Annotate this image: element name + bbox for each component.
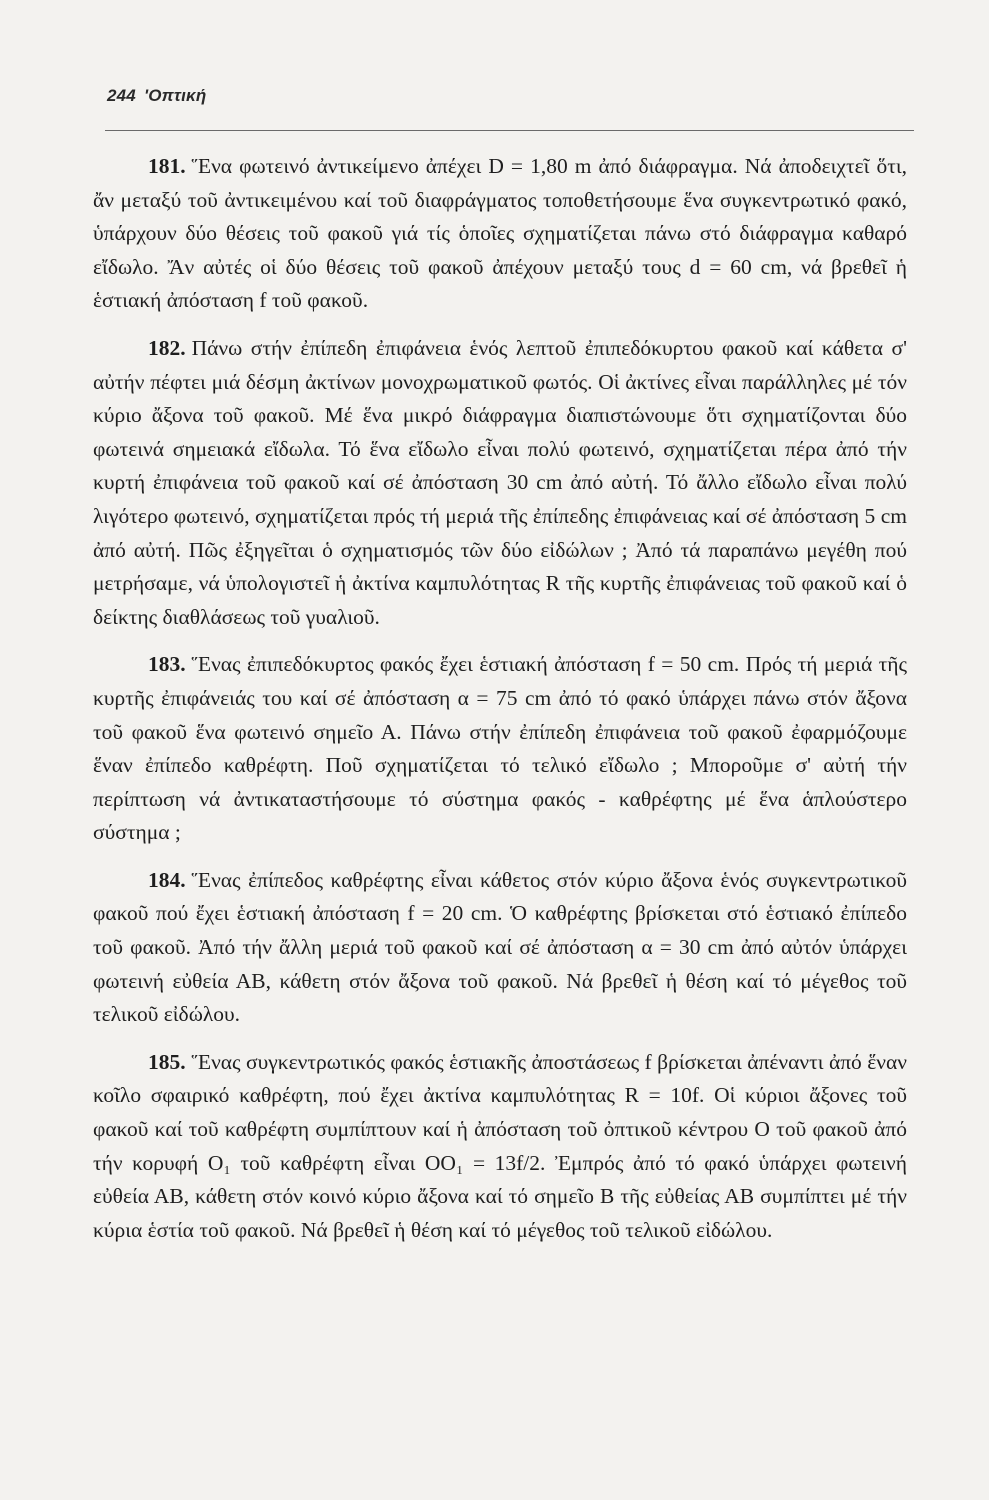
problem-number: 183. bbox=[148, 652, 186, 677]
section-title: 'Οπτική bbox=[143, 86, 207, 105]
problem-text: Ἕνα φωτεινό ἀντικείμενο ἀπέχει D = 1,80 m ἀπό διάφραγμα. Νά ἀποδειχτεῖ ὅτι, ἄν μεταξύ τοῦ ἀντικειμένου καί τοῦ διαφράγματος τοποθετήσουμε ἕνα συγκεντρωτικό φακό, ὑπάρχουν δύο θέσεις τοῦ φακοῦ γιά τίς ὁποῖες σχηματίζεται πάνω στό διάφραγμα καθαρό εἴδωλο. Ἄν αὐτές οἱ δύο θέσεις τοῦ φακοῦ ἀπέχουν μεταξύ τους d = 60 cm, νά βρεθεῖ ἡ ἑστιακή ἀπόσταση f τοῦ φακοῦ. bbox=[93, 154, 907, 313]
problem-text: Ἕνας συγκεντρωτικός φακός ἑστιακῆς ἀποστάσεως f βρίσκεται ἀπέναντι ἀπό ἕναν κοῖλο σφαιρικό καθρέφτη, πού ἔχει ἀκτίνα καμπυλότητας R = 10f. Οἱ κύριοι ἄξονες τοῦ φακοῦ καί τοῦ καθρέφτη συμπίπτουν καί ἡ ἀπόσταση τοῦ ὀπτικοῦ κέντρου Ο τοῦ φακοῦ ἀπό τήν κορυφή Ο₁ τοῦ καθρέφτη εἶναι ΟΟ₁ = 13f/2. Ἐμπρός ἀπό τό φακό ὑπάρχει φωτεινή εὐθεία ΑΒ, κάθετη στόν κοινό κύριο ἄξονα καί τό σημεῖο Β τῆς εὐθείας ΑΒ συμπίπτει μέ τήν κύρια ἑστία τοῦ φακοῦ. Νά βρεθεῖ ἡ θέση καί τό μέγεθος τοῦ τελικοῦ εἰδώλου. bbox=[93, 1049, 907, 1242]
problem-184 bbox=[93, 864, 907, 1032]
problem-number: 181. bbox=[148, 154, 186, 178]
problem-181 bbox=[93, 150, 907, 318]
running-header bbox=[107, 86, 206, 106]
problem-text: Ἕνας ἐπίπεδος καθρέφτης εἶναι κάθετος στόν κύριο ἄξονα ἑνός συγκεντρωτικοῦ φακοῦ πού ἔχει ἑστιακή ἀπόσταση f = 20 cm. Ὁ καθρέφτης βρίσκεται στό ἑστιακό ἐπίπεδο τοῦ φακοῦ. Ἀπό τήν ἄλλη μεριά τοῦ φακοῦ καί σέ ἀπόσταση α = 30 cm ἀπό αὐτόν ὑπάρχει φωτεινή εὐθεία ΑΒ, κάθετη στόν ἄξονα τοῦ φακοῦ. Νά βρεθεῖ ἡ θέση καί τό μέγεθος τοῦ τελικοῦ εἰδώλου. bbox=[93, 867, 907, 1027]
problems-list bbox=[93, 150, 907, 1247]
problem-183 bbox=[93, 648, 907, 850]
problem-number: 182. bbox=[148, 335, 186, 360]
problem-text: Πάνω στήν ἐπίπεδη ἐπιφάνεια ἑνός λεπτοῦ ἐπιπεδόκυρτου φακοῦ καί κάθετα σ' αὐτήν πέφτει μιά δέσμη ἀκτίνων μονοχρωματικοῦ φωτός. Οἱ ἀκτίνες εἶναι παράλληλες μέ τόν κύριο ἄξονα τοῦ φακοῦ. Μέ ἕνα μικρό διάφραγμα διαπιστώνουμε ὅτι σχηματίζονται δύο φωτεινά σημειακά εἴδωλα. Τό ἕνα εἴδωλο εἶναι πολύ φωτεινό, σχηματίζεται πέρα ἀπό τήν κυρτή ἐπιφάνεια τοῦ φακοῦ καί σέ ἀπόσταση 30 cm ἀπό αὐτή. Τό ἄλλο εἴδωλο εἶναι πολύ λιγότερο φωτεινό, σχηματίζεται πρός τή μεριά τῆς ἐπίπεδης ἐπιφάνειας καί σέ ἀπόσταση 5 cm ἀπό αὐτή. Πῶς ἐξηγεῖται ὁ σχηματισμός τῶν δύο εἰδώλων ; Ἀπό τά παραπάνω μεγέθη πού μετρήσαμε, νά ὑπολογιστεῖ ἡ ἀκτίνα καμπυλότητας R τῆς κυρτῆς ἐπιφάνειας τοῦ φακοῦ καί ὁ δείκτης διαθλάσεως τοῦ γυαλιοῦ. bbox=[93, 335, 907, 629]
problem-number: 185. bbox=[148, 1049, 186, 1074]
problem-number: 184. bbox=[148, 867, 186, 892]
problem-185 bbox=[93, 1046, 907, 1248]
problem-text: Ἕνας ἐπιπεδόκυρτος φακός ἔχει ἑστιακή ἀπόσταση f = 50 cm. Πρός τή μεριά τῆς κυρτῆς ἐπιφάνειάς του καί σέ ἀπόσταση α = 75 cm ἀπό τό φακό ὑπάρχει πάνω στόν ἄξονα τοῦ φακοῦ ἕνα φωτεινό σημεῖο Α. Πάνω στήν ἐπίπεδη ἐπιφάνεια τοῦ φακοῦ ἐφαρμόζουμε ἕναν ἐπίπεδο καθρέφτη. Ποῦ σχηματίζεται τό τελικό εἴδωλο ; Μποροῦμε σ' αὐτή τήν περίπτωση νά ἀντικαταστήσουμε τό σύστημα φακός - καθρέφτης μέ ἕνα ἁπλούστερο σύστημα ; bbox=[93, 652, 907, 845]
header-rule bbox=[105, 130, 914, 131]
page-number: 244 bbox=[107, 86, 136, 105]
problem-182 bbox=[93, 332, 907, 634]
